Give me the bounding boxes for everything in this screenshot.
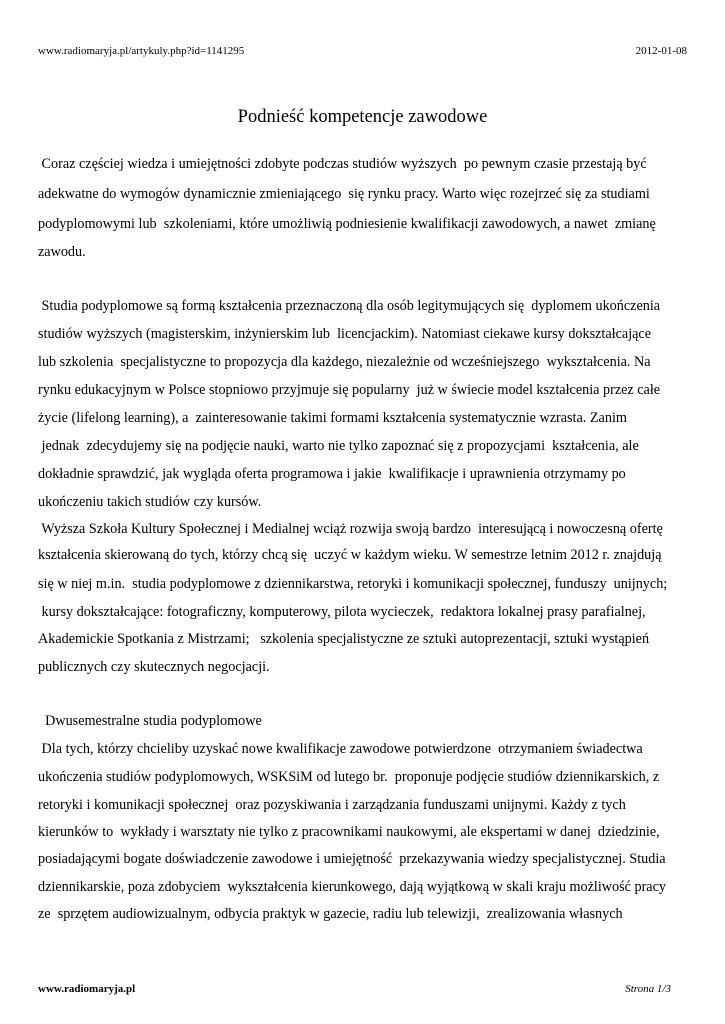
text-line: Wyższa Szkoła Kultury Społecznej i Medialnej wciąż rozwija swoją bardzo interesującą i nowoczesną ofertę [38, 521, 663, 537]
text-line: życie (lifelong learning), a zainteresowanie takimi formami kształcenia systematycznie wzrasta. Zanim [38, 410, 627, 426]
section-subheading: Dwusemestralne studia podyplomowe [38, 713, 262, 729]
text-line: zawodu. [38, 244, 86, 260]
text-line: Akademickie Spotkania z Mistrzami; szkolenia specjalistyczne ze sztuki autoprezentacji, sztuki wystąpień [38, 631, 650, 647]
text-line: kursy dokształcające: fotograficzny, komputerowy, pilota wycieczek, redaktora lokalnej prasy parafialnej, [38, 604, 646, 620]
text-line: dokładnie sprawdzić, jak wygląda oferta programowa i jakie kwalifikacje i uprawnienia otrzymamy po [38, 466, 626, 482]
text-line: jednak zdecydujemy się na podjęcie nauki, warto nie tylko zapoznać się z propozycjami kształcenia, ale [38, 438, 639, 454]
text-line: Studia podyplomowe są formą kształcenia przeznaczoną dla osób legitymujących się dyplomem ukończenia [38, 298, 661, 314]
text-line: kształcenia skierowaną do tych, którzy chcą się uczyć w każdym wieku. W semestrze letnim 2012 r. znajdują [38, 547, 662, 563]
page-number: Strona 1/3 [625, 983, 671, 995]
text-line: publicznych czy skutecznych negocjacji. [38, 659, 270, 675]
text-line: ze sprzętem audiowizualnym, odbycia praktyk w gazecie, radiu lub telewizji, zrealizowania własnych [38, 906, 623, 922]
text-line: podyplomowymi lub szkoleniami, które umożliwią podniesienie kwalifikacji zawodowych, a nawet zmianę [38, 216, 656, 232]
text-line: dziennikarskie, poza zdobyciem wykształcenia kierunkowego, dają wyjątkową w skali kraju możliwość pracy [38, 879, 666, 895]
text-line: kierunków to wykłady i warsztaty nie tylko z pracownikami naukowymi, ale ekspertami w danej dziedzinie, [38, 824, 660, 840]
text-line: Dla tych, którzy chcieliby uzyskać nowe kwalifikacje zawodowe potwierdzone otrzymaniem świadectwa [38, 741, 643, 757]
text-line: rynku edukacyjnym w Polsce stopniowo przyjmuje się popularny już w świecie model kształcenia przez całe [38, 382, 661, 398]
text-line: się w niej m.in. studia podyplomowe z dziennikarstwa, retoryki i komunikacji społecznej, funduszy unijnych; [38, 576, 668, 592]
text-line: retoryki i komunikacji społecznej oraz pozyskiwania i zarządzania funduszami unijnymi. Każdy z tych [38, 797, 626, 813]
text-line: studiów wyższych (magisterskim, inżynierskim lub licencjackim). Natomiast ciekawe kursy dokształcające [38, 326, 652, 342]
text-line: Coraz częściej wiedza i umiejętności zdobyte podczas studiów wyższych po pewnym czasie przestają być [38, 156, 647, 172]
text-line: adekwatne do wymogów dynamicznie zmieniającego się rynku pracy. Warto więc rozejrzeć się za studiami [38, 186, 650, 202]
header-url: www.radiomaryja.pl/artykuly.php?id=1141295 [38, 45, 245, 57]
article-title: Podnieść kompetencje zawodowe [237, 107, 488, 127]
text-line: posiadającymi bogate doświadczenie zawodowe i umiejętność przekazywania wiedzy specjalistycznej. Studia [38, 851, 666, 867]
text-line: lub szkolenia specjalistyczne to propozycja dla każdego, niezależnie od wcześniejszego wykształcenia. Na [38, 354, 651, 370]
text-line: ukończenia studiów podyplomowych, WSKSiM od lutego br. proponuje podjęcie studiów dziennikarskich, z [38, 769, 660, 785]
text-line: ukończeniu takich studiów czy kursów. [38, 494, 262, 510]
header-date: 2012-01-08 [635, 45, 687, 57]
footer-site: www.radiomaryja.pl [38, 983, 136, 995]
